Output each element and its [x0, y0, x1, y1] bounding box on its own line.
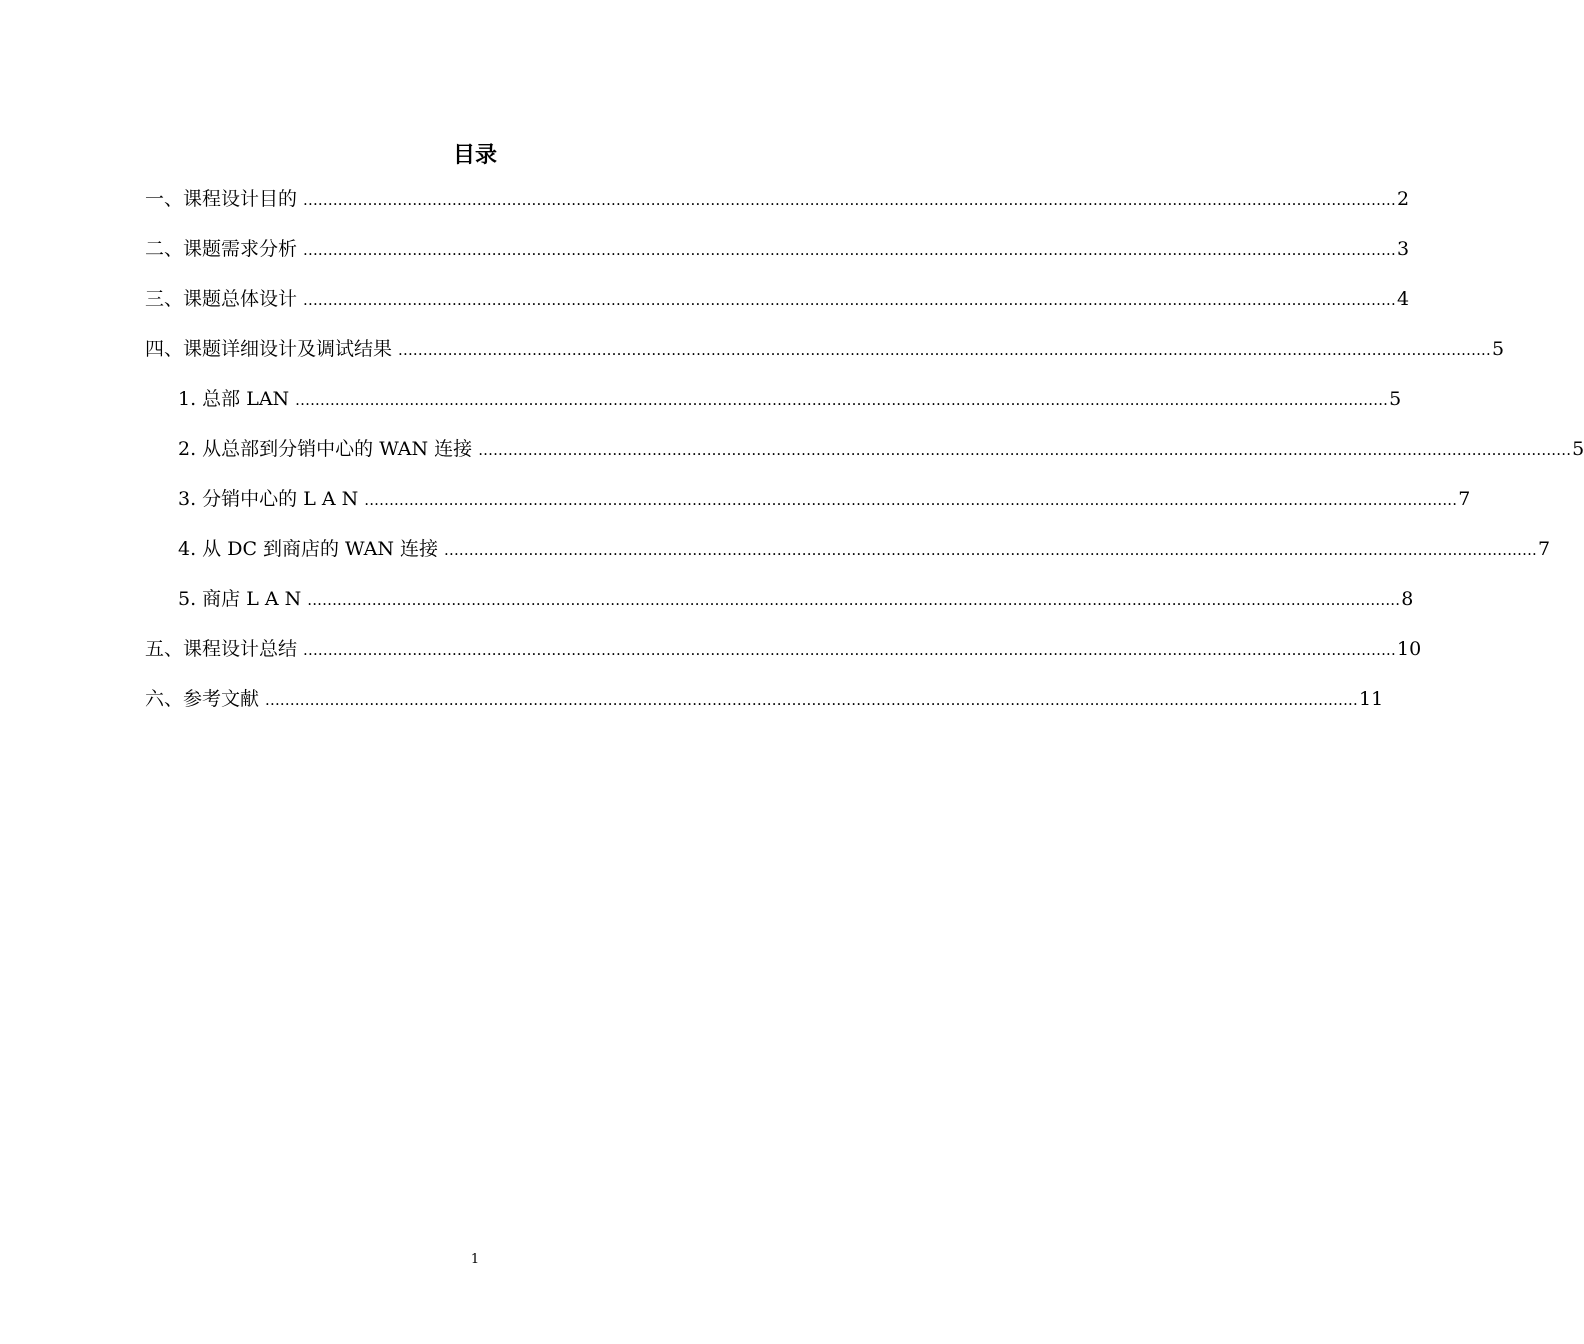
toc-entry-page: 2 [1397, 188, 1410, 210]
toc-entry-page: 5 [1572, 438, 1584, 460]
toc-entry[interactable] [145, 333, 1505, 383]
toc-leader-dots: ............................................................................................................................................................................................................................ [307, 591, 1401, 609]
toc-leader-dots: ............................................................................................................................................................................................................................ [303, 241, 1396, 259]
toc-entry-text: 六、参考文献 [145, 688, 260, 710]
toc-subentry[interactable] [145, 583, 1414, 633]
table-of-contents [145, 183, 1584, 733]
toc-entry-text: 二、课题需求分析 [145, 238, 298, 260]
toc-leader-dots: ............................................................................................................................................................................................................................ [303, 291, 1396, 309]
toc-entry-text: 四、课题详细设计及调试结果 [145, 338, 393, 360]
toc-leader-dots: ............................................................................................................................................................................................................................ [295, 391, 1389, 409]
toc-entry-page: 11 [1359, 688, 1384, 710]
toc-entry-page: 10 [1397, 638, 1422, 660]
toc-entry-page: 3 [1397, 238, 1410, 260]
toc-entry[interactable] [145, 633, 1422, 683]
toc-entry-page: 5 [1389, 388, 1402, 410]
toc-leader-dots: ............................................................................................................................................................................................................................ [265, 691, 1358, 709]
toc-entry-text: 三、课题总体设计 [145, 288, 298, 310]
toc-subentry[interactable] [145, 533, 1551, 583]
toc-entry-text: 1. 总部 LAN [178, 388, 290, 410]
toc-entry-text: 4. 从 DC 到商店的 WAN 连接 [178, 538, 439, 560]
toc-entry-text: 2. 从总部到分销中心的 WAN 连接 [178, 438, 473, 460]
toc-entry[interactable] [145, 183, 1410, 233]
toc-leader-dots: ............................................................................................................................................................................................................................ [303, 641, 1396, 659]
toc-entry-text: 五、课程设计总结 [145, 638, 298, 660]
toc-title: 目录 [452, 143, 497, 168]
toc-entry[interactable] [145, 233, 1410, 283]
page-number: 1 [470, 1252, 480, 1267]
toc-leader-dots: ............................................................................................................................................................................................................................ [444, 541, 1538, 559]
toc-subentry[interactable] [145, 483, 1471, 533]
toc-entry-text: 3. 分销中心的 L A N [178, 488, 359, 510]
toc-entry-page: 7 [1458, 488, 1471, 510]
toc-entry-page: 7 [1538, 538, 1551, 560]
toc-subentry[interactable] [145, 433, 1584, 483]
toc-entry-text: 5. 商店 L A N [178, 588, 302, 610]
toc-leader-dots: ............................................................................................................................................................................................................................ [478, 441, 1572, 459]
toc-entry[interactable] [145, 683, 1384, 733]
toc-subentry[interactable] [145, 383, 1402, 433]
toc-entry[interactable] [145, 283, 1410, 333]
toc-leader-dots: ............................................................................................................................................................................................................................ [364, 491, 1458, 509]
toc-entry-page: 5 [1492, 338, 1505, 360]
toc-entry-text: 一、课程设计目的 [145, 188, 298, 210]
toc-leader-dots: ............................................................................................................................................................................................................................ [303, 191, 1396, 209]
toc-entry-page: 8 [1401, 588, 1414, 610]
toc-leader-dots: ............................................................................................................................................................................................................................ [398, 341, 1491, 359]
toc-entry-page: 4 [1397, 288, 1410, 310]
